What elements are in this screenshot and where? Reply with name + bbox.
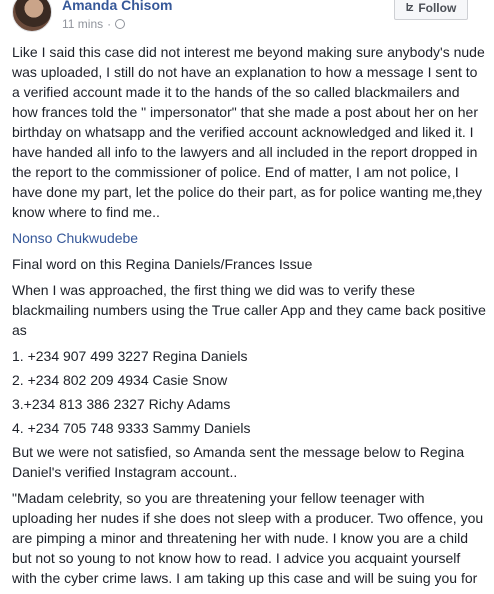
author-name[interactable]: Amanda Chisom — [62, 0, 173, 13]
post-paragraph-2: Final word on this Regina Daniels/Frances Issue — [12, 256, 313, 272]
avatar[interactable] — [12, 0, 52, 32]
post-paragraph-5: "Madam celebrity, so you are threatening your fellow teenager with uploading her nudes if she does not sleep with a producer. Two offence, you are pimping a minor and threatening her with nude. I know you are a child but not so young to not know how to read. I advice you acquaint yourself with the cyber crime laws. I am taking up this case and will be suing you for — [12, 490, 484, 586]
post-meta — [62, 17, 125, 31]
number-item: 4. +234 705 748 9333 Sammy Daniels — [12, 420, 251, 436]
number-item: 1. +234 907 499 3227 Regina Daniels — [12, 348, 248, 364]
rss-icon: ʫ — [405, 2, 414, 14]
follow-button[interactable] — [394, 0, 468, 20]
number-item: 2. +234 802 209 4934 Casie Snow — [12, 372, 228, 388]
meta-separator: · — [107, 17, 112, 31]
mentioned-user-link[interactable]: Nonso Chukwudebe — [12, 230, 139, 246]
post-paragraph-3: When I was approached, the first thing we did was to verify these blackmailing numbers using the True caller App and they came back positive as — [12, 282, 486, 338]
post-paragraph-1: Like I said this case did not interest me beyond making sure anybody's nude was uploaded, I still do not have an explanation to how a message I sent to a verified account made it to the hands of the so called blackmailers and how frances told the " impersonator" that she made a post about her on her birthday on whatsapp and the verified account acknowledged and liked it. I have handed all info to the lawyers and all included in the report dropped in the report to the commissioner of police. End of matter, I am not police, I have done my part, let the police do their part, as for police wanting me,they know where to find me.. — [12, 44, 485, 220]
globe-icon — [115, 19, 125, 29]
number-item: 3.+234 813 386 2327 Richy Adams — [12, 396, 231, 412]
follow-label: Follow — [418, 1, 457, 15]
post-header — [0, 0, 494, 38]
post-paragraph-4: But we were not satisfied, so Amanda sent the message below to Regina Daniel's verified Instagram account.. — [12, 444, 465, 480]
post-body — [12, 42, 488, 594]
timestamp[interactable]: 11 mins — [62, 17, 104, 31]
